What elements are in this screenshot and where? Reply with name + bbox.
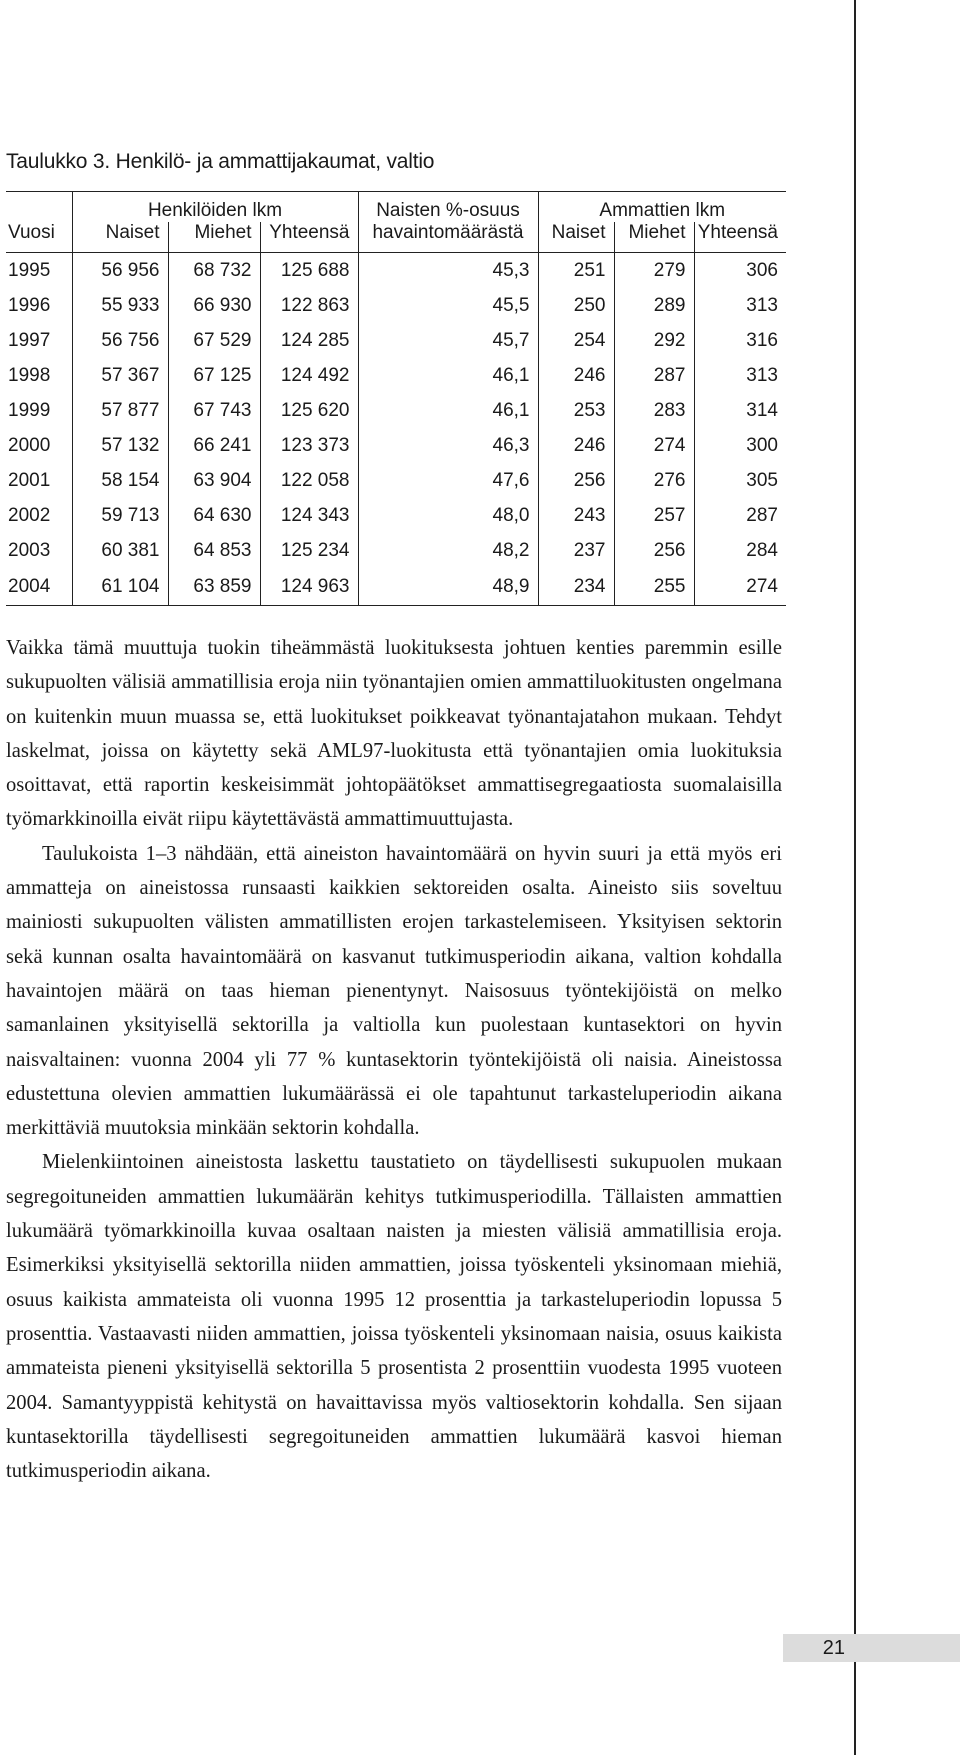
cell-yhteensa: 124 963 xyxy=(260,568,358,606)
cell-ammatit-yhteensa: 306 xyxy=(746,259,778,281)
cell-yhteensa: 122 058 xyxy=(260,463,358,498)
cell-vuosi: 1998 xyxy=(6,358,72,393)
cell-miehet: 68 732 xyxy=(168,253,260,289)
cell-ammatit-miehet: 292 xyxy=(614,323,694,358)
cell-ammatit-miehet: 255 xyxy=(614,568,694,606)
header-ammatit-miehet: Miehet xyxy=(614,222,694,253)
cell-ammatit-miehet: 256 xyxy=(614,533,694,568)
cell-naiset: 57 132 xyxy=(72,428,168,463)
cell-miehet: 66 241 xyxy=(168,428,260,463)
table-row xyxy=(6,568,786,606)
table-row xyxy=(6,428,786,463)
cell-ammatit-miehet: 279 xyxy=(614,253,694,289)
cell-miehet: 63 904 xyxy=(168,463,260,498)
cell-miehet: 67 125 xyxy=(168,358,260,393)
cell-miehet: 64 853 xyxy=(168,533,260,568)
cell-vuosi: 1996 xyxy=(6,288,72,323)
cell-ammatit-yhteensa: 313 xyxy=(746,294,778,316)
cell-naisten-osuus: 45,7 xyxy=(358,323,538,358)
table-caption: Taulukko 3. Henkilö- ja ammattijakaumat, valtio xyxy=(6,150,435,173)
table-row xyxy=(6,323,786,358)
cell-naisten-osuus: 48,2 xyxy=(358,533,538,568)
cell-vuosi: 2002 xyxy=(6,498,72,533)
cell-naisten-osuus: 45,3 xyxy=(358,253,538,289)
cell-miehet: 63 859 xyxy=(168,568,260,606)
cell-ammatit-naiset: 243 xyxy=(538,498,614,533)
cell-ammatit-naiset: 234 xyxy=(538,568,614,606)
cell-naiset: 60 381 xyxy=(72,533,168,568)
cell-naisten-osuus: 48,9 xyxy=(358,568,538,606)
cell-ammatit-naiset: 237 xyxy=(538,533,614,568)
page-number: 21 xyxy=(822,1637,845,1659)
cell-naiset: 57 877 xyxy=(72,393,168,428)
header-ammatit-naiset: Naiset xyxy=(538,222,614,253)
paragraph: Mielenkiintoinen aineistosta laskettu taustatieto on täydellisesti sukupuolen mukaan segregoituneiden ammattien lukumäärän kehitys tutkimusperiodilla. Tällaisten ammattien lukumäärä työmarkkinoilla kuvaa osaltaan naisten ja miesten välisiä ammatillisia eroja. Esimerkiksi yksityisellä sektorilla niiden ammattien, joissa työskenteli yksinomaan miehiä, osuus kaikista ammateista oli vuonna 1995 12 prosenttia ja tarkasteluperiodin lopussa 5 prosenttia. Vastaavasti niiden ammattien, joissa työskenteli yksinomaan naisia, osuus kaikista ammateista pieneni yksityisellä sektorilla 5 prosentista 2 prosenttiin vuodesta 1995 vuoteen 2004. Samantyyppistä kehitystä on havaittavissa myös valtiosektorin kohdalla. Sen sijaan kuntasektorilla täydellisesti segregoituneiden ammattien lukumäärä kasvoi hieman tutkimusperiodin aikana. xyxy=(6,1151,782,1483)
cell-miehet: 67 529 xyxy=(168,323,260,358)
cell-naiset: 56 756 xyxy=(72,323,168,358)
cell-ammatit-naiset: 246 xyxy=(538,428,614,463)
cell-vuosi: 1999 xyxy=(6,393,72,428)
table-row xyxy=(6,533,786,568)
cell-yhteensa: 125 688 xyxy=(260,253,358,289)
vertical-page-rule xyxy=(854,0,856,1755)
cell-yhteensa: 123 373 xyxy=(260,428,358,463)
cell-ammatit-yhteensa: 316 xyxy=(746,329,778,351)
header-yhteensa: Yhteensä xyxy=(260,222,358,253)
cell-vuosi: 2001 xyxy=(6,463,72,498)
cell-naisten-osuus: 46,3 xyxy=(358,428,538,463)
cell-miehet: 66 930 xyxy=(168,288,260,323)
header-empty-cell xyxy=(6,192,72,223)
table-body xyxy=(6,253,786,606)
cell-naisten-osuus: 46,1 xyxy=(358,358,538,393)
cell-ammatit-yhteensa: 274 xyxy=(694,568,786,606)
cell-naisten-osuus: 48,0 xyxy=(358,498,538,533)
cell-vuosi: 1995 xyxy=(6,253,72,289)
cell-yhteensa: 122 863 xyxy=(260,288,358,323)
cell-ammatit-miehet: 287 xyxy=(614,358,694,393)
header-ammattien-lkm: Ammattien lkm xyxy=(538,192,786,223)
cell-naiset: 57 367 xyxy=(72,358,168,393)
cell-yhteensa: 124 343 xyxy=(260,498,358,533)
cell-yhteensa: 124 285 xyxy=(260,323,358,358)
cell-ammatit-yhteensa: 314 xyxy=(746,399,778,421)
cell-yhteensa: 125 620 xyxy=(260,393,358,428)
cell-vuosi: 2003 xyxy=(6,533,72,568)
cell-naiset: 61 104 xyxy=(72,568,168,606)
table-row xyxy=(6,498,786,533)
cell-naiset: 56 956 xyxy=(72,253,168,289)
statistics-table xyxy=(6,191,786,606)
cell-ammatit-yhteensa: 284 xyxy=(746,539,778,561)
header-naisten-osuus: Naisten %-osuus xyxy=(358,192,538,223)
cell-ammatit-yhteensa: 305 xyxy=(746,469,778,491)
cell-naisten-osuus: 47,6 xyxy=(358,463,538,498)
body-text xyxy=(6,631,782,1488)
header-ammatit-yhteensa: Yhteensä xyxy=(694,222,786,253)
cell-vuosi: 1997 xyxy=(6,323,72,358)
table-row xyxy=(6,358,786,393)
table-group-header-row xyxy=(6,192,786,223)
header-havaintomaarasta: havaintomäärästä xyxy=(358,222,538,253)
cell-vuosi: 2004 xyxy=(6,568,72,606)
cell-ammatit-naiset: 256 xyxy=(538,463,614,498)
table-row xyxy=(6,463,786,498)
cell-yhteensa: 125 234 xyxy=(260,533,358,568)
cell-ammatit-naiset: 246 xyxy=(538,358,614,393)
cell-ammatit-naiset: 250 xyxy=(538,288,614,323)
header-vuosi: Vuosi xyxy=(6,222,72,253)
cell-ammatit-miehet: 276 xyxy=(614,463,694,498)
header-miehet: Miehet xyxy=(168,222,260,253)
cell-naisten-osuus: 46,1 xyxy=(358,393,538,428)
cell-miehet: 64 630 xyxy=(168,498,260,533)
cell-naiset: 59 713 xyxy=(72,498,168,533)
table-row xyxy=(6,288,786,323)
cell-ammatit-miehet: 289 xyxy=(614,288,694,323)
table-row xyxy=(6,393,786,428)
cell-ammatit-naiset: 253 xyxy=(538,393,614,428)
cell-ammatit-yhteensa: 300 xyxy=(746,434,778,456)
cell-ammatit-naiset: 254 xyxy=(538,323,614,358)
cell-naisten-osuus: 45,5 xyxy=(358,288,538,323)
table-sub-header-row xyxy=(6,222,786,253)
header-henkiloiden-lkm: Henkilöiden lkm xyxy=(72,192,358,223)
cell-naiset: 55 933 xyxy=(72,288,168,323)
header-naiset: Naiset xyxy=(72,222,168,253)
paragraph: Taulukoista 1–3 nähdään, että aineiston havaintomäärä on hyvin suuri ja että myös eri ammatteja on aineistossa runsaasti kaikkien sektoreiden osalta. Aineisto siis soveltuu mainiosti sukupuolten välisten ammatillisten erojen tarkastelemiseen. Yksityisen sektorin sekä kunnan osalta havaintomäärä on kasvanut tutkimusperiodin aikana, valtion kohdalla havaintojen määrä on taas hieman pienentynyt. Naisosuus työntekijöistä on melko samanlainen yksityisellä sektorilla ja valtiolla kun puolestaan kuntasektori on hyvin naisvaltainen: vuonna 2004 yli 77 % kuntasektorin työntekijöistä oli naisia. Aineistossa edustettuna olevien ammattien lukumäärässä ei ole tapahtunut tarkasteluperiodin aikana merkittäviä muutoksia minkään sektorin kohdalla. xyxy=(6,842,782,1140)
cell-ammatit-miehet: 274 xyxy=(614,428,694,463)
table-row xyxy=(6,253,786,289)
cell-yhteensa: 124 492 xyxy=(260,358,358,393)
cell-ammatit-naiset: 251 xyxy=(538,253,614,289)
cell-naiset: 58 154 xyxy=(72,463,168,498)
cell-ammatit-miehet: 257 xyxy=(614,498,694,533)
cell-ammatit-miehet: 283 xyxy=(614,393,694,428)
paragraph: Vaikka tämä muuttuja tuokin tiheämmästä luokituksesta johtuen kenties paremmin esille sukupuolten välisiä ammatillisia eroja niin työnantajien omien ammattiluokitusten ongelmana on kuitenkin muun muassa se, että luokitukset poikkeavat työnantajatahon mukaan. Tehdyt laskelmat, joissa on käytetty sekä AML97-luokitusta että työnantajien omia luokituksia osoittavat, että raportin keskeisimmät johtopäätökset ammattisegregaatiosta suomalaisilla työmarkkinoilla eivät riipu käytettävästä ammattimuuttujasta. xyxy=(6,637,782,831)
cell-ammatit-yhteensa: 313 xyxy=(746,364,778,386)
cell-ammatit-yhteensa: 287 xyxy=(746,504,778,526)
cell-vuosi: 2000 xyxy=(6,428,72,463)
cell-miehet: 67 743 xyxy=(168,393,260,428)
